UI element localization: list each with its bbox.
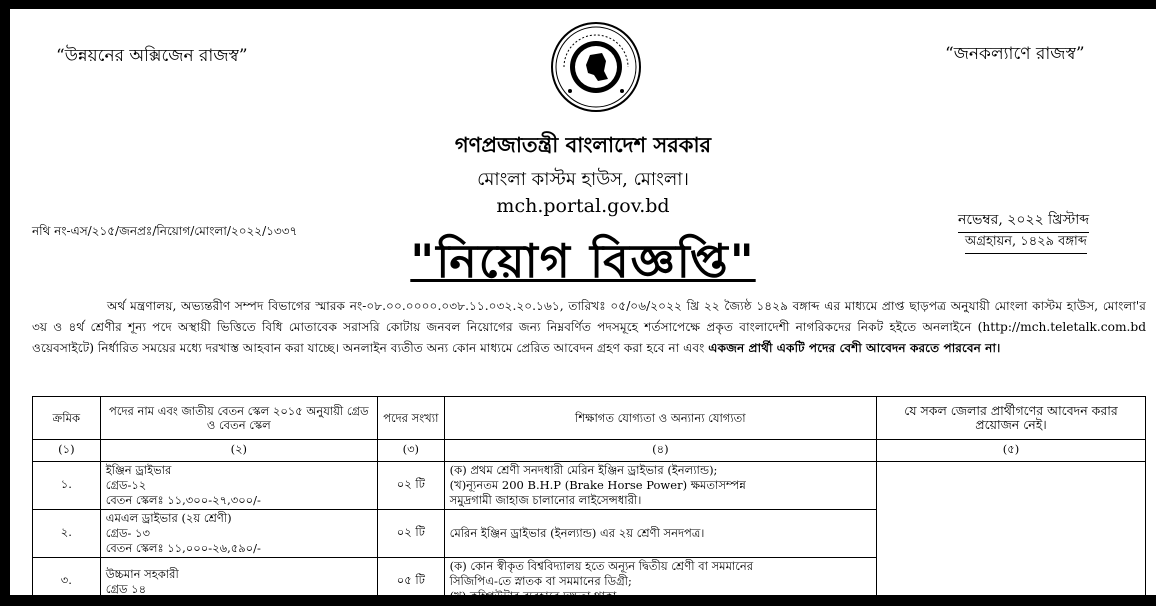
government-seal-icon: [550, 21, 642, 113]
notice-paragraph: অর্থ মন্ত্রণালয়, অভ্যন্তরীণ সম্পদ বিভাগের স্মারক নং-০৮.০০.০০০০.০৩৮.১১.০৩২.২০.১৬১, তারিখঃ ০৫/০৬/২০২২ খ্রি ২২ জ্যৈষ্ঠ ১৪২৯ বঙ্গাব্দ এর মাধ্যমে প্রাপ্ত ছাড়পত্র অনুযায়ী মোংলা কাস্টম হাউস, মোংলা'র ৩য় ও ৪র্থ শ্রেণীর শূন্য পদে অস্থায়ী ভিত্তিতে বিধি মোতাবেক সরাসরি কোটায় জনবল নিয়োগের জন্য নিম্নবর্ণিত পদসমূহে শর্তসাপেক্ষে প্রকৃত বাংলাদেশী নাগরিকদের নিকট হইতে অনলাইনে (http://mch.teletalk.com.bd ওয়েবসাইটে) নির্ধারিত সময়ের মধ্যে দরখাস্ত আহবান করা যাচ্ছে। অনলাইন ব্যতীত অন্য কোন মাধ্যমে প্রেরিত আবেদন গ্রহণ করা হবে না এবং: [32, 299, 1146, 355]
row-qualification: [444, 462, 876, 510]
row-excluded-districts: [877, 462, 1146, 606]
qualification-line: সিজিপিএ-তে স্নাতক বা সমমানের ডিগ্রী;: [449, 574, 632, 588]
row-serial: ৩.: [33, 558, 101, 606]
row-post-name: [100, 462, 377, 510]
index-cell: (৩): [377, 440, 444, 462]
qualification-line: সমুদ্রগামী জাহাজ চালানোর লাইসেন্সধারী।: [449, 493, 642, 507]
index-cell: (১): [33, 440, 101, 462]
qualification-line: (ক) প্রথম শ্রেণী সনদধারী মেরিন ইঞ্জিন ড্রাইভার (ইনল্যান্ড);: [449, 463, 718, 477]
office-name: মোংলা কাস্টম হাউস, মোংলা।: [477, 169, 689, 190]
index-cell: (২): [100, 440, 377, 462]
post-name: ইঞ্জিন ড্রাইভার: [105, 463, 172, 477]
header-excluded-districts: যে সকল জেলার প্রার্থীগণের আবেদন করার প্রয়োজন নেই।: [877, 397, 1146, 440]
government-name: গণপ্রজাতন্ত্রী বাংলাদেশ সরকার: [454, 132, 712, 157]
qualification-line: (খ) কম্পিউটার ব্যবহারে দক্ষতা থাকা;: [449, 589, 621, 603]
index-cell: (৪): [444, 440, 876, 462]
row-serial: ১.: [33, 462, 101, 510]
row-count: ০২ টি: [377, 462, 444, 510]
date-bangla: অগ্রহায়ন, ১৪২৯ বঙ্গাব্দ: [965, 232, 1087, 254]
post-scale: বেতন স্কেলঃ ১১,৩০০-২৭,৩০০/-: [105, 493, 261, 507]
notice-body: [32, 296, 1146, 359]
motto-left: “উন্নয়নের অক্সিজেন রাজস্ব”: [56, 46, 248, 66]
row-qualification: [444, 510, 876, 558]
row-post-name: [100, 558, 377, 606]
row-qualification: [444, 558, 876, 606]
posts-table: [32, 396, 1146, 606]
header-serial: ক্রমিক: [33, 397, 101, 440]
qualification-line: (ক) কোন স্বীকৃত বিশ্ববিদ্যালয় হতে অন্যূন দ্বিতীয় শ্রেণী বা সমমানের: [449, 559, 754, 573]
index-cell: (৫): [877, 440, 1146, 462]
post-grade: গ্রেড-১২: [105, 478, 147, 492]
row-post-name: [100, 510, 377, 558]
post-name: এমএল ড্রাইভার (২য় শ্রেণী): [105, 511, 232, 525]
date-gregorian: নভেম্বর, ২০২২ খ্রিস্টাব্দ: [958, 208, 1089, 233]
post-grade: গ্রেড- ১৩: [105, 526, 150, 540]
post-grade: গ্রেড ১৪: [105, 581, 147, 596]
post-name: উচ্চমান সহকারী: [105, 566, 179, 581]
circular-page: [10, 9, 1156, 603]
notice-title-text: "নিয়োগ বিজ্ঞপ্তি": [410, 234, 756, 288]
notice-paragraph-emphasis: একজন প্রার্থী একটি পদের বেশী আবেদন করতে পারবেন না।: [708, 341, 1001, 355]
header-qualification: শিক্ষাগত যোগ্যতা ও অন্যান্য যোগ্যতা: [444, 397, 876, 440]
qualification-line: মেরিন ইঞ্জিন ড্রাইভার (ইনল্যান্ড) এর ২য় শ্রেণী সনদপত্র।: [449, 526, 705, 540]
notice-title: [10, 227, 1156, 303]
table-row: [33, 462, 1146, 510]
header-post-name: পদের নাম এবং জাতীয় বেতন স্কেল ২০১৫ অনুযায়ী গ্রেড ও বেতন স্কেল: [100, 397, 377, 440]
index-row: [33, 440, 1146, 462]
office-website: mch.portal.gov.bd: [496, 195, 670, 217]
row-serial: ২.: [33, 510, 101, 558]
motto-right: “জনকল্যাণে রাজস্ব”: [945, 44, 1085, 64]
memo-number: নথি নং-এস/২১৫/জনপ্রঃ/নিয়োগ/মোংলা/২০২২/১৩৩৭: [32, 224, 298, 238]
qualification-line: (খ)ন্যূনতম 200 B.H.P (Brake Horse Power) ক্ষমতাসম্পন্ন: [449, 478, 746, 492]
row-count: ০৫ টি: [377, 558, 444, 606]
post-scale: বেতন স্কেলঃ ১১,০০০-২৬,৫৯০/-: [105, 541, 261, 555]
row-count: ০২ টি: [377, 510, 444, 558]
header-post-count: পদের সংখ্যা: [377, 397, 444, 440]
